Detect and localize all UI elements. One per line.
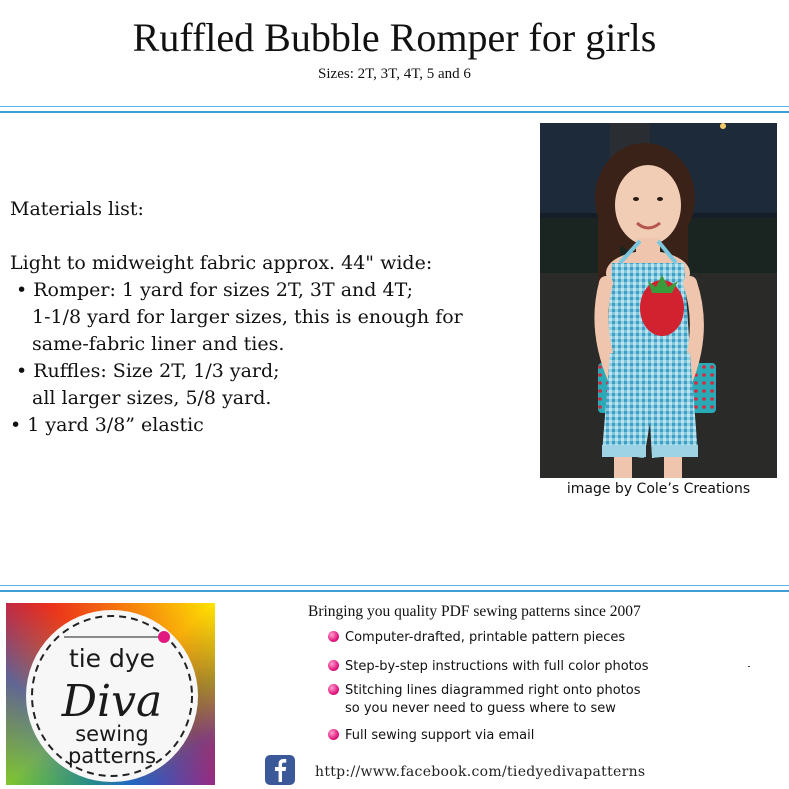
romper-photo [540, 123, 777, 478]
sizes-subtitle: Sizes: 2T, 3T, 4T, 5 and 6 [318, 66, 471, 82]
page-title: Ruffled Bubble Romper for girls [132, 15, 657, 60]
romper-photo-illustration [540, 123, 777, 478]
tie-dye-logo-graphic [6, 603, 215, 785]
materials-line-elastic: • 1 yard 3/8” elastic [10, 414, 204, 436]
materials-line-fabric: Light to midweight fabric approx. 44" wide: [10, 252, 433, 274]
materials-heading: Materials list: [10, 198, 144, 220]
materials-line-ruffles: • Ruffles: Size 2T, 1/3 yard; [16, 360, 280, 382]
pink-bullet-icon [328, 684, 339, 695]
facebook-f-glyph [265, 755, 295, 785]
materials-line-romper: • Romper: 1 yard for sizes 2T, 3T and 4T; [16, 279, 413, 301]
tagline: Bringing you quality PDF sewing patterns since 2007 [308, 603, 641, 620]
top-divider-line-2 [0, 111, 789, 113]
stray-mark [748, 666, 750, 667]
materials-list [10, 196, 535, 439]
facebook-icon[interactable] [265, 755, 295, 785]
logo-text-tie-dye: tie dye [68, 644, 156, 673]
pink-bullet-icon [328, 729, 339, 740]
tie-dye-diva-logo [6, 603, 215, 785]
pink-bullet-icon [328, 660, 339, 671]
pink-bullet-icon [328, 631, 339, 642]
materials-line-liner: same-fabric liner and ties. [32, 333, 285, 355]
logo-text-diva: Diva [61, 676, 163, 727]
bottom-divider-line-2 [0, 590, 789, 592]
bottom-divider-line [0, 585, 789, 586]
photo-credit: image by Cole’s Creations [566, 481, 751, 497]
logo-text-patterns: patterns [67, 744, 157, 768]
top-divider-line [0, 106, 789, 107]
materials-line-romper-larger: 1-1/8 yard for larger sizes, this is enough for [32, 306, 463, 328]
facebook-link[interactable]: http://www.facebook.com/tiedyedivapatterns [315, 764, 646, 780]
logo-text-sewing: sewing [75, 722, 149, 746]
materials-line-ruffles-larger: all larger sizes, 5/8 yard. [32, 387, 272, 409]
